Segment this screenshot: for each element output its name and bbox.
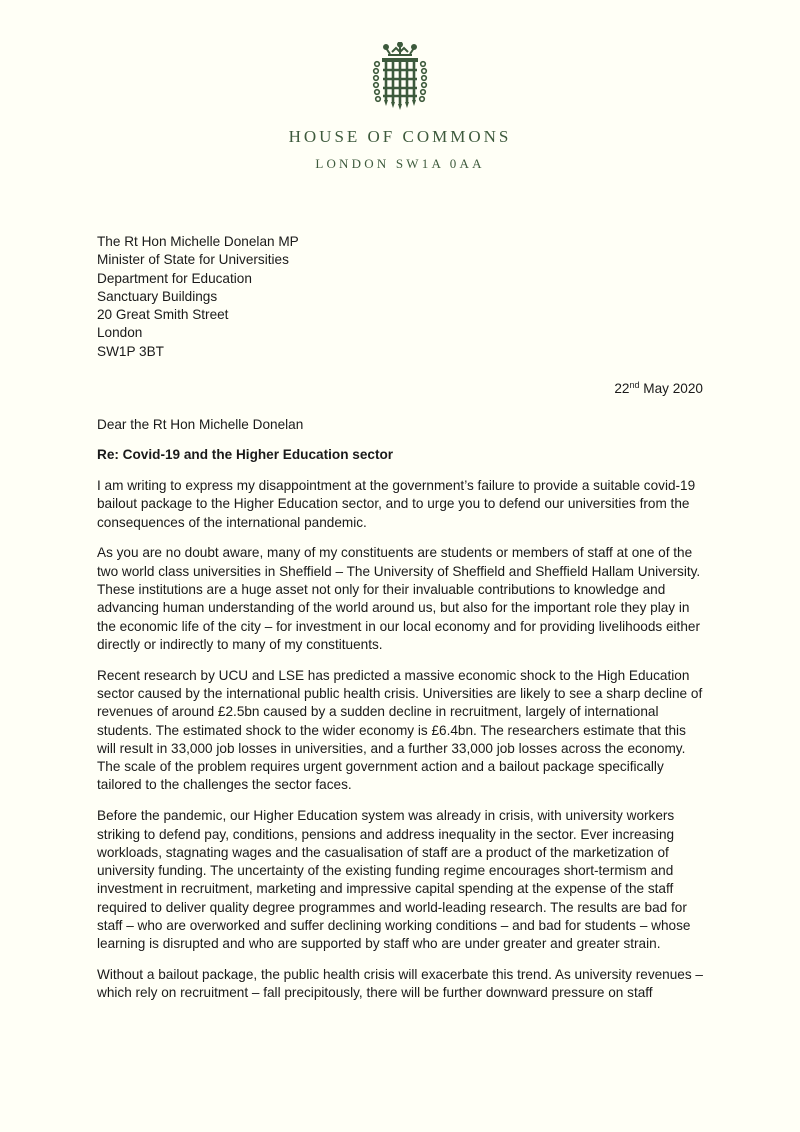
body-paragraph: As you are no doubt aware, many of my constituents are students or members of staff at one of the two world class universities in Sheffield – The University of Sheffield and Sheffield Hallam University. These institutions are a huge asset not only for their invaluable contributions to knowledge and advancing human understanding of the world around us, but also for the important role they play in the economic life of the city – for investment in our local economy and for providing livelihoods either directly or indirectly to many of my constituents. <box>97 545 701 652</box>
addressee-line: 20 Great Smith Street <box>97 307 229 323</box>
date-suffix: nd <box>629 380 640 390</box>
body-paragraph: I am writing to express my disappointment at the government’s failure to provide a suitable covid-19 bailout package to the Higher Education sector, and to urge you to defend our universities from the consequences of the international pandemic. <box>97 478 696 530</box>
letter-date <box>614 380 703 396</box>
letterhead-address: LONDON SW1A 0AA <box>315 156 485 171</box>
body-paragraph: Without a bailout package, the public health crisis will exacerbate this trend. As university revenues – which rely on recruitment – fall precipitously, there will be further downward pressure on staff <box>97 967 703 1001</box>
subject-line: Re: Covid-19 and the Higher Education sector <box>97 447 394 462</box>
addressee-line: Minister of State for Universities <box>97 252 289 268</box>
addressee-line: London <box>97 325 143 341</box>
letter-body <box>97 477 707 1015</box>
date-rest: May 2020 <box>639 381 703 396</box>
salutation: Dear the Rt Hon Michelle Donelan <box>97 417 304 432</box>
body-paragraph: Recent research by UCU and LSE has predicted a massive economic shock to the High Education sector caused by the international public health crisis. Universities are likely to see a sharp decline of revenues of around £2.5bn caused by a sudden decline in recruitment, largely of international students. The estimated shock to the wider economy is £6.4bn. The researchers estimate that this will result in 33,000 job losses in universities, and a further 33,000 job losses across the economy. The scale of the problem requires urgent government action and a bailout package specifically tailored to the challenges the sector faces. <box>97 667 703 793</box>
addressee-block <box>97 233 299 361</box>
portcullis-crest-icon <box>368 42 432 112</box>
body-paragraph: Before the pandemic, our Higher Education system was already in crisis, with university workers striking to defend pay, conditions, pensions and address inequality in the sector. Ever increasing workloads, stagnating wages and the casualisation of staff are a product of the marketization of university funding. The uncertainty of the existing funding regime encourages short-termism and investment in recruitment, marketing and impressive capital spending at the expense of the staff required to deliver quality degree programmes and world-leading research. The results are bad for staff – who are overworked and suffer declining working conditions – and bad for students – whose learning is disrupted and who are supported by staff who are under greater and greater strain. <box>97 808 691 952</box>
addressee-line: Department for Education <box>97 270 252 286</box>
date-day: 22 <box>614 381 630 396</box>
addressee-line: SW1P 3BT <box>97 343 164 359</box>
addressee-line: Sanctuary Buildings <box>97 288 218 304</box>
letterhead-title: HOUSE OF COMMONS <box>288 127 512 146</box>
addressee-line: The Rt Hon Michelle Donelan MP <box>97 234 299 249</box>
